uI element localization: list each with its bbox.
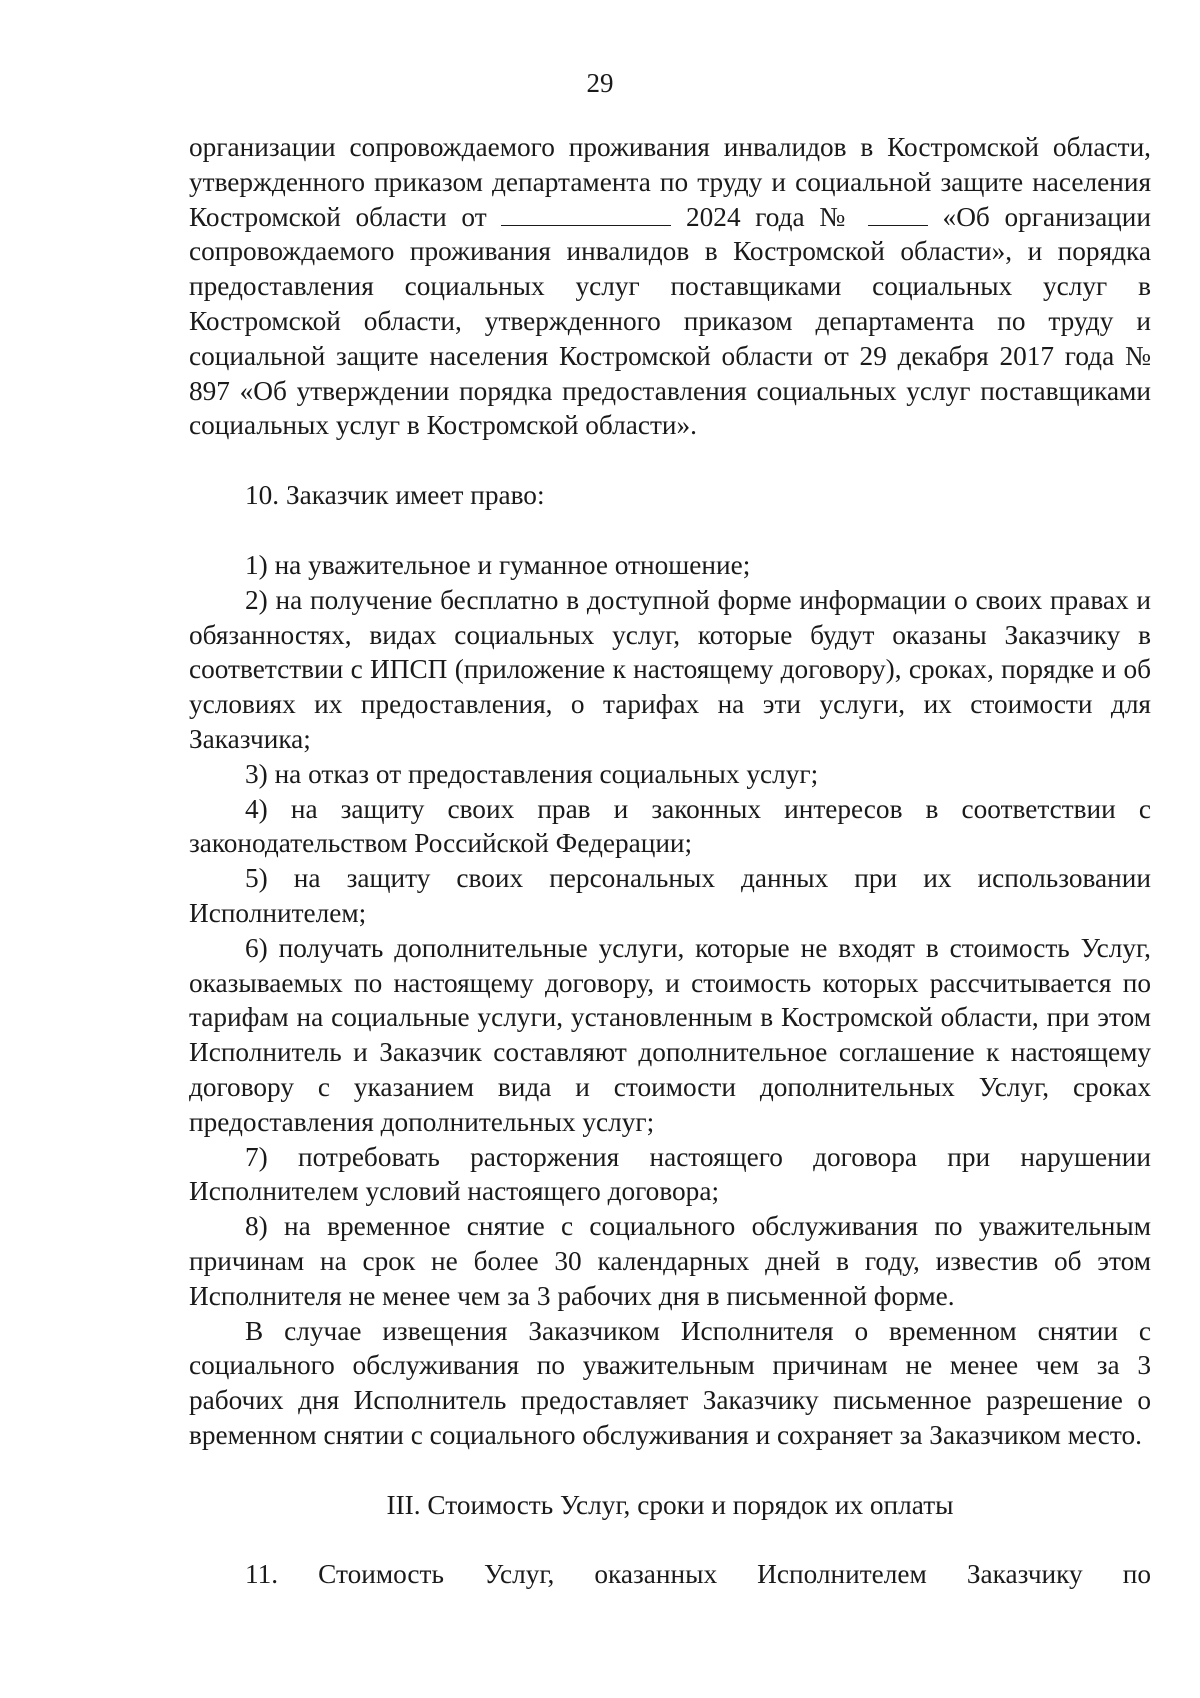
section-10-item-4: 4) на защиту своих прав и законных интересов в соответствии с законодательством Российской Федерации; [189,793,1151,859]
intro-text-part3: «Об организации сопровождаемого проживания инвалидов в Костромской области», и порядка предоставления социальных услуг поставщиками социальных услуг в Костромской области, утвержденного приказом департамента по труду и социальной защите населения Костромской области от 29 декабря 2017 года № 897 «Об утверждении порядка предоставления социальных услуг поставщиками социальных услуг в Костромской области». [189,201,1152,441]
section-3-heading: III. Стоимость Услуг, сроки и порядок их оплаты [386,1489,954,1520]
page-number: 29 [586,68,614,98]
intro-text-part2: 2024 года № [686,201,854,232]
document-body [189,130,1151,1592]
number-blank-line [868,203,928,226]
section-10-item-1: 1) на уважительное и гуманное отношение; [245,549,751,580]
section-10-item-2: 2) на получение бесплатно в доступной форме информации о своих правах и обязанностях, видах социальных услуг, которые будут оказаны Заказчику в соответствии с ИПСП (приложение к настоящему договору), сроках, порядке и об условиях их предоставления, о тарифах на эти услуги, их стоимости для Заказчика; [189,584,1151,754]
section-10-item-5: 5) на защиту своих персональных данных при их использовании Исполнителем; [189,863,1151,928]
section-10-item-3: 3) на отказ от предоставления социальных услуг; [245,758,819,789]
section-10-item-6: 6) получать дополнительные услуги, которые не входят в стоимость Услуг, оказываемых по настоящему договору, и стоимость которых рассчитывается по тарифам на социальные услуги, установленным в Костромской области, при этом Исполнитель и Заказчик составляют дополнительное соглашение к настоящему договору с указанием вида и стоимости дополнительных Услуг, сроках предоставления дополнительных услуг; [189,932,1151,1137]
date-blank-line [501,203,671,226]
intro-paragraph [189,130,1151,443]
section-10-title: 10. Заказчик имеет право: [245,480,545,511]
clause-11: 11. Стоимость Услуг, оказанных Исполнителем Заказчику по [245,1559,1151,1590]
section-10-item-7: 7) потребовать расторжения настоящего договора при нарушении Исполнителем условий настоящего договора; [189,1141,1151,1207]
intro-text-part1: организации сопровождаемого проживания инвалидов в Костромской области, утвержденного приказом департамента по труду и социальной защите населения Костромской области от [189,132,1151,232]
section-10-item-8: 8) на временное снятие с социального обслуживания по уважительным причинам на срок не более 30 календарных дней в году, известив об этом Исполнителя не менее чем за 3 рабочих дня в письменной форме. [189,1211,1151,1311]
section-10-note: В случае извещения Заказчиком Исполнителя о временном снятии с социального обслуживания по уважительным причинам не менее чем за 3 рабочих дня Исполнитель предоставляет Заказчику письменное разрешение о временном снятии с социального обслуживания и сохраняет за Заказчиком место. [189,1315,1151,1450]
